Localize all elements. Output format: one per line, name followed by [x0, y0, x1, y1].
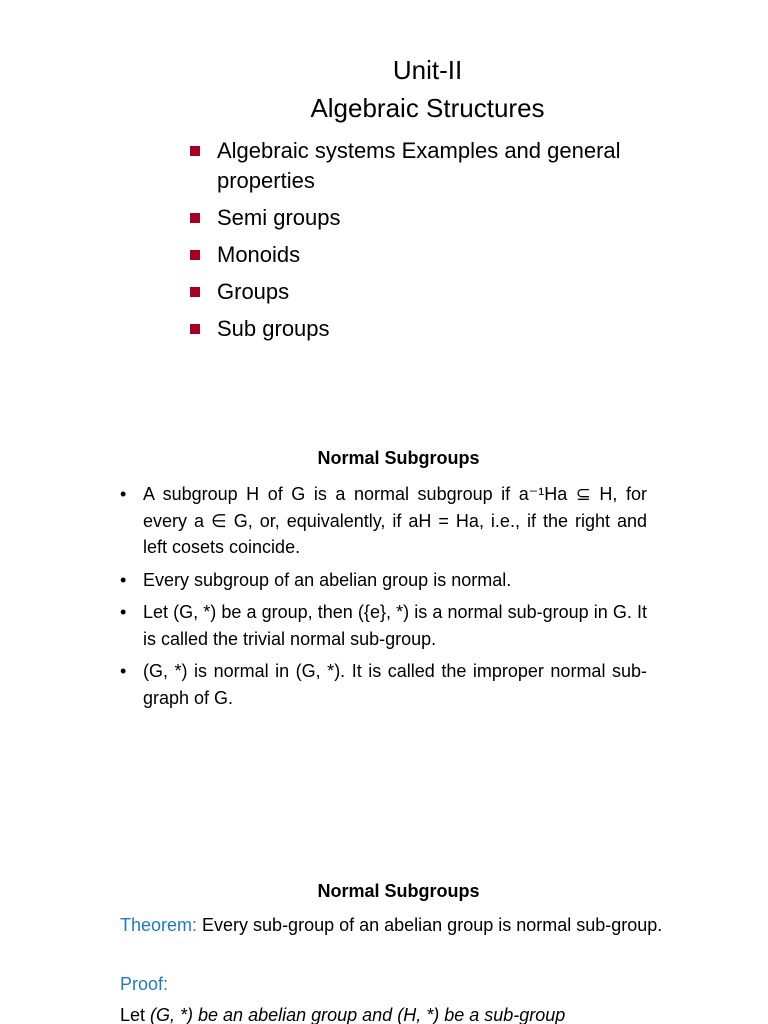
proof-label: Proof: [120, 974, 169, 994]
proof-text-prefix: Let [120, 1005, 151, 1024]
square-bullet-icon [190, 250, 200, 260]
square-bullet-icon [190, 324, 200, 334]
square-bullet-icon [190, 287, 200, 297]
list-item [120, 567, 647, 594]
topic-item [190, 136, 650, 196]
section-heading-normal-subgroups: Normal Subgroups [317, 448, 480, 468]
bullet-dot-icon: • [120, 569, 127, 590]
proof-text-italic: (G, *) be an abelian group and (H, *) be a sub-group [150, 1005, 566, 1024]
theorem-text: Every sub-group of an abelian group is normal sub-group. [197, 915, 663, 935]
topic-item [190, 203, 650, 233]
topic-label: Algebraic systems Examples and general properties [217, 138, 621, 193]
list-item-text: A subgroup H of G is a normal subgroup if a⁻¹Ha ⊆ H, for every a ∈ G, or, equivalently, if aH = Ha, i.e., if the right and left cosets coincide. [143, 484, 647, 557]
list-item-text: (G, *) is normal in (G, *). It is called the improper normal sub-graph of G. [143, 661, 647, 708]
theorem-label: Theorem: [120, 915, 198, 935]
list-item-text: Every subgroup of an abelian group is normal. [143, 569, 512, 590]
square-bullet-icon [190, 146, 200, 156]
theorem-statement [120, 912, 670, 939]
list-item-text: Let (G, *) be a group, then ({e}, *) is a normal sub-group in G. It is called the trivial normal sub-group. [143, 602, 647, 649]
square-bullet-icon [190, 213, 200, 223]
unit-title: Unit-II [392, 55, 463, 85]
section-heading-normal-subgroups-theorem: Normal Subgroups [317, 881, 480, 901]
topic-label: Semi groups [217, 205, 341, 230]
topic-list [190, 136, 650, 351]
list-item [120, 658, 647, 711]
topic-item [190, 277, 650, 307]
proof-text [120, 1002, 647, 1024]
definition-bullet-list [120, 481, 647, 717]
topic-item [190, 240, 650, 270]
bullet-dot-icon: • [120, 661, 127, 681]
bullet-dot-icon: • [120, 602, 127, 622]
topic-label: Groups [217, 279, 290, 304]
unit-subtitle: Algebraic Structures [310, 93, 545, 123]
list-item [120, 481, 647, 561]
topic-label: Monoids [217, 242, 301, 267]
list-item [120, 599, 647, 652]
topic-item [190, 314, 650, 344]
bullet-dot-icon: • [120, 484, 127, 504]
topic-label: Sub groups [217, 316, 330, 341]
